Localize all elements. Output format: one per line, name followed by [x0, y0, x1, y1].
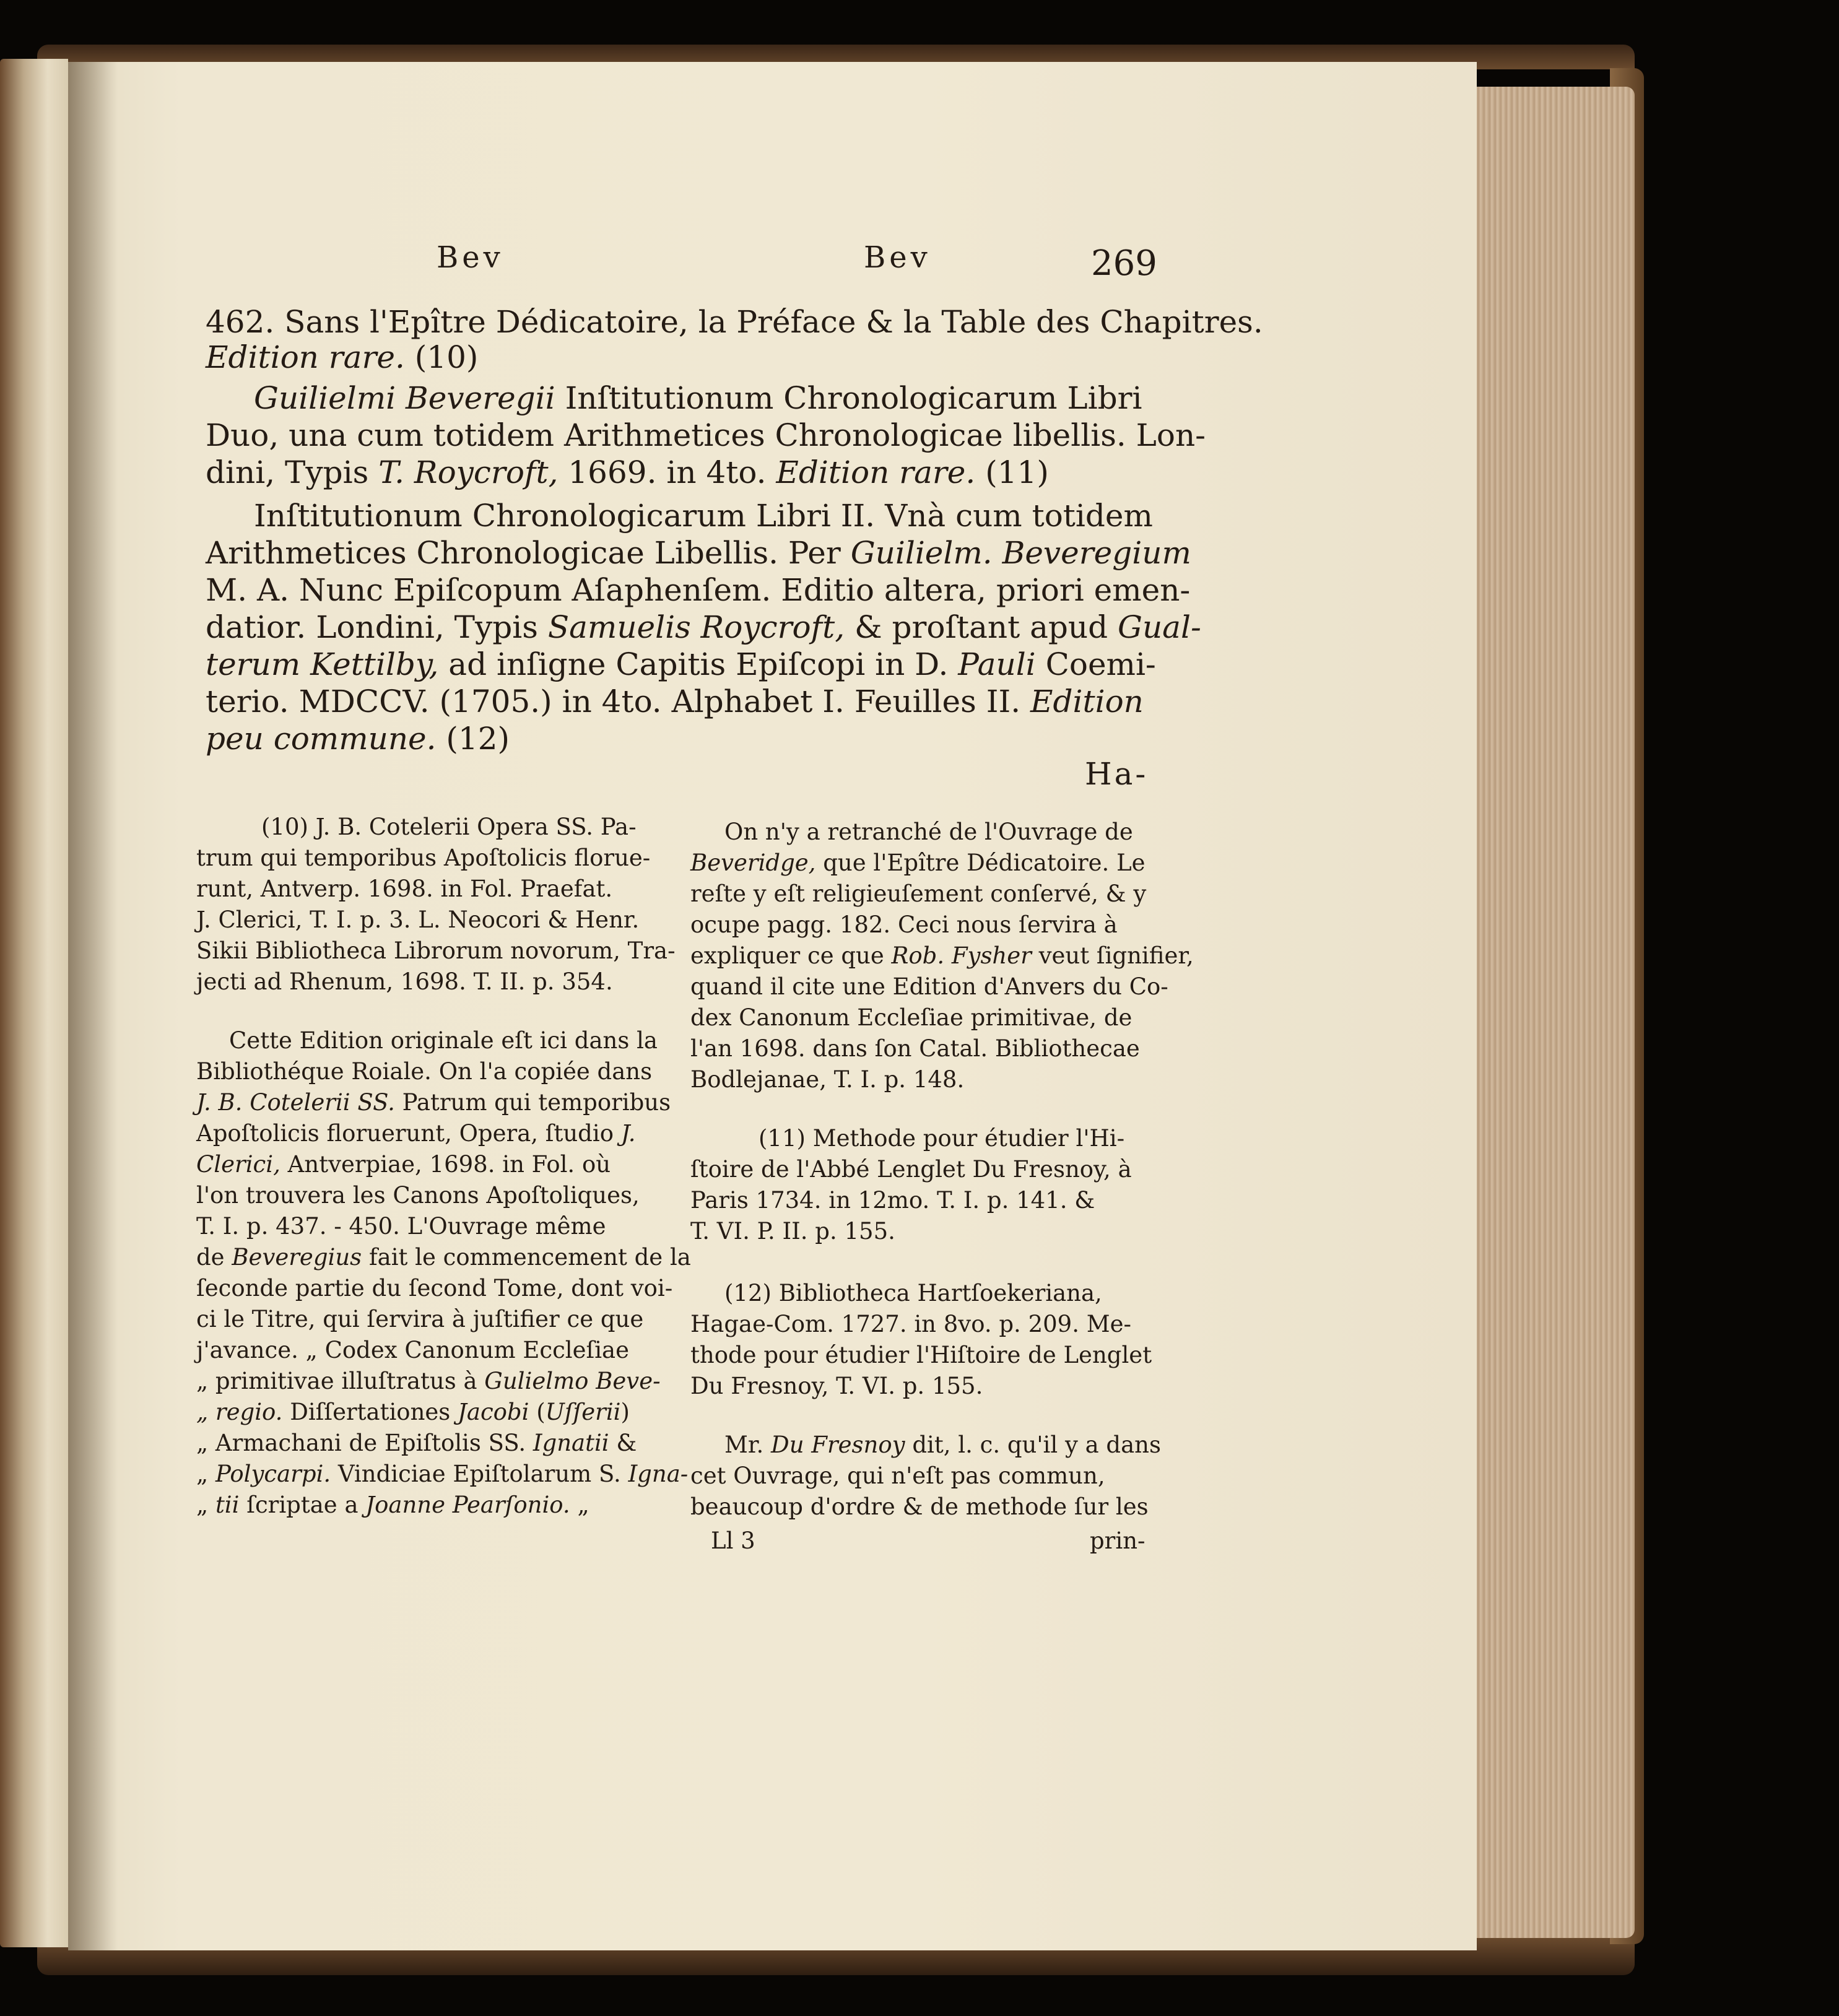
note-italic: Du Fresnoy [771, 1432, 905, 1458]
note-line: ocupe pagg. 182. Ceci nous ſervira à [690, 911, 1118, 938]
note-line: Bodlejanae, T. I. p. 148. [690, 1066, 965, 1093]
main-line [206, 609, 1201, 645]
note-span: „ [577, 1492, 589, 1518]
note-span: Mr. [724, 1432, 764, 1458]
main-italic: Pauli [958, 646, 1036, 682]
note-line: Paris 1734. in 12mo. T. I. p. 141. & [690, 1187, 1095, 1214]
note-line: (12) Bibliotheca Hartſoekeriana, [724, 1280, 1102, 1306]
main-italic: terum Kettilby, [206, 646, 439, 682]
main-line: M. A. Nunc Epiſcopum Aſaphenſem. Editio altera, priori emen- [206, 572, 1191, 608]
main-text-span: terio. MDCCV. (1705.) in 4to. Alphabet I. Feuilles II. [206, 684, 1021, 719]
main-text-span: Coemi- [1045, 646, 1156, 682]
note-span: veut ſignifier, [1038, 942, 1194, 969]
note-line: l'an 1698. dans ſon Catal. Bibliothecae [690, 1035, 1140, 1062]
note-line: beaucoup d'ordre & de methode ſur les [690, 1493, 1149, 1520]
main-line [206, 721, 510, 757]
main-italic: Samuelis Roycroft, [547, 609, 845, 645]
note-italic: „ regio. [196, 1399, 283, 1425]
note-italic: Polycarpi. [215, 1461, 331, 1487]
footnote-ref: (11) [985, 454, 1049, 490]
note-line [196, 1370, 661, 1393]
main-line: Duo, una cum totidem Arithmetices Chronologicae libellis. Lon- [206, 417, 1206, 453]
main-text-span: Arithmetices Chronologicae Libellis. Per [206, 535, 841, 571]
main-line: 462. Sans l'Epître Dédicatoire, la Préface & la Table des Chapitres. [206, 304, 1263, 340]
main-italic: T. Roycroft, [378, 454, 559, 490]
footnote-ref: (10) [414, 339, 479, 375]
page-fore-edge [1477, 87, 1635, 1938]
main-text-span: ad inſigne Capitis Epiſcopi in D. [448, 646, 949, 682]
note-line [196, 1401, 630, 1423]
note-line: thode pour étudier l'Hiſtoire de Lenglet [690, 1342, 1152, 1368]
note-span: Antverpiae, 1698. in Fol. où [287, 1151, 611, 1178]
note-line: runt, Antverp. 1698. in Fol. Praefat. [196, 875, 613, 902]
note-line: On n'y a retranché de l'Ouvrage de [724, 819, 1133, 845]
main-italic: Gual- [1118, 609, 1201, 645]
note-line: Du Fresnoy, T. VI. p. 155. [690, 1373, 983, 1399]
main-text-span: 1669. in 4to. [568, 454, 767, 490]
main-italic: Edition [1030, 684, 1144, 719]
note-italic: Clerici, [196, 1151, 280, 1178]
note-line: J. Clerici, T. I. p. 3. L. Neocori & Henr. [196, 906, 640, 933]
note-span: ) [620, 1399, 630, 1425]
main-text-span: Inſtitutionum Chronologicarum Libri [565, 380, 1142, 416]
note-line: T. VI. P. II. p. 155. [690, 1218, 895, 1245]
running-head-right: Bev [864, 240, 931, 275]
note-italic: Jacobi [458, 1399, 529, 1425]
note-line: Cette Edition originale eſt ici dans la [229, 1027, 658, 1054]
note-line [196, 1153, 611, 1176]
page-number: 269 [1091, 243, 1157, 284]
note-line [690, 944, 1194, 967]
main-italic: Guilielmi Beveregii [254, 380, 555, 416]
main-text-span: dini, Typis [206, 454, 369, 490]
note-italic: Beveregius [232, 1244, 362, 1271]
main-text-span: & proſtant apud [854, 609, 1108, 645]
note-line: Bibliothéque Roiale. On l'a copiée dans [196, 1058, 653, 1085]
note-span: „ [196, 1461, 209, 1487]
note-italic: Uſſerii [545, 1399, 621, 1425]
note-line: jecti ad Rhenum, 1698. T. II. p. 354. [196, 968, 613, 995]
note-span: „ primitivae illuſtratus à [196, 1368, 477, 1394]
note-span: Diſſertationes [290, 1399, 451, 1425]
note-span: de [196, 1244, 225, 1271]
note-span: dit, l. c. qu'il y a dans [912, 1432, 1161, 1458]
main-line [254, 380, 1142, 416]
note-line [196, 1432, 637, 1454]
footnote-ref: (12) [446, 721, 510, 757]
main-italic: Guilielm. Beveregium [850, 535, 1191, 571]
note-line: quand il cite une Edition d'Anvers du Co- [690, 973, 1168, 1000]
main-line [206, 339, 479, 375]
main-line: Inſtitutionum Chronologicarum Libri II. Vnà cum totidem [254, 498, 1153, 534]
note-line: ſtoire de l'Abbé Lenglet Du Fresnoy, à [690, 1156, 1132, 1183]
note-span: expliquer ce que [690, 942, 884, 969]
note-span: ( [536, 1399, 546, 1425]
note-line [196, 1122, 635, 1145]
note-line: (11) Methode pour étudier l'Hi- [759, 1125, 1125, 1152]
note-line: dex Canonum Eccleſiae primitivae, de [690, 1004, 1133, 1031]
note-line: trum qui temporibus Apoſtolicis florue- [196, 845, 651, 871]
note-line: j'avance. „ Codex Canonum Eccleſiae [196, 1337, 630, 1363]
main-text-span: datior. Londini, Typis [206, 609, 538, 645]
note-span: ſcriptae a [246, 1492, 359, 1518]
main-italic: Edition rare. [776, 454, 976, 490]
note-line [196, 1462, 688, 1485]
note-span: que l'Epître Dédicatoire. Le [823, 849, 1146, 876]
note-italic: Joanne Pearſonio. [365, 1492, 570, 1518]
note-italic: Beveridge, [690, 849, 816, 876]
left-page-edge [0, 59, 68, 1947]
signature-mark: Ll 3 [711, 1527, 755, 1554]
gutter-shadow [68, 62, 118, 1950]
main-italic: peu commune. [206, 721, 437, 757]
note-italic: Ignatii [533, 1430, 609, 1456]
main-italic: Edition rare. [206, 339, 405, 375]
note-italic: Gulielmo Beve- [484, 1368, 661, 1394]
note-italic: Igna- [628, 1461, 689, 1487]
note-span: & [616, 1430, 637, 1456]
running-head-left: Bev [437, 240, 504, 275]
note-line: Sikii Bibliotheca Librorum novorum, Tra- [196, 937, 676, 964]
note-span: „ [196, 1492, 209, 1518]
note-line [196, 1091, 671, 1114]
main-line [206, 535, 1191, 571]
note-line: reſte y eſt religieuſement conſervé, & y [690, 880, 1147, 907]
main-line [206, 686, 1144, 717]
note-line: ci le Titre, qui ſervira à juſtifier ce que [196, 1306, 644, 1332]
note-line [724, 1433, 1161, 1456]
note-span: fait le commencement de la [368, 1244, 691, 1271]
note-line: cet Ouvrage, qui n'eſt pas commun, [690, 1462, 1105, 1489]
note-line: ſeconde partie du ſecond Tome, dont voi- [196, 1275, 673, 1301]
note-span: Apoſtolicis floruerunt, Opera, ſtudio [196, 1120, 614, 1147]
note-italic: tii [215, 1492, 240, 1518]
note-line [196, 1246, 691, 1269]
main-line [206, 454, 1049, 490]
catchword: prin- [1090, 1527, 1146, 1554]
note-span: Vindiciae Epiſtolarum S. [337, 1461, 621, 1487]
note-line [196, 1493, 589, 1516]
note-line: T. I. p. 437. - 450. L'Ouvrage même [196, 1213, 606, 1240]
note-span: Patrum qui temporibus [402, 1089, 671, 1116]
catchword: Ha- [1085, 756, 1149, 792]
note-italic: Rob. Fysher [891, 942, 1032, 969]
main-line [206, 646, 1156, 682]
note-line: Hagae-Com. 1727. in 8vo. p. 209. Me- [690, 1311, 1131, 1337]
note-italic: J. [620, 1120, 636, 1147]
note-italic: J. B. Cotelerii SS. [196, 1089, 395, 1116]
note-span: „ Armachani de Epiſtolis SS. [196, 1430, 526, 1456]
note-line [690, 851, 1146, 874]
note-line: (10) J. B. Cotelerii Opera SS. Pa- [261, 814, 637, 840]
note-line: l'on trouvera les Canons Apoſtoliques, [196, 1182, 640, 1209]
